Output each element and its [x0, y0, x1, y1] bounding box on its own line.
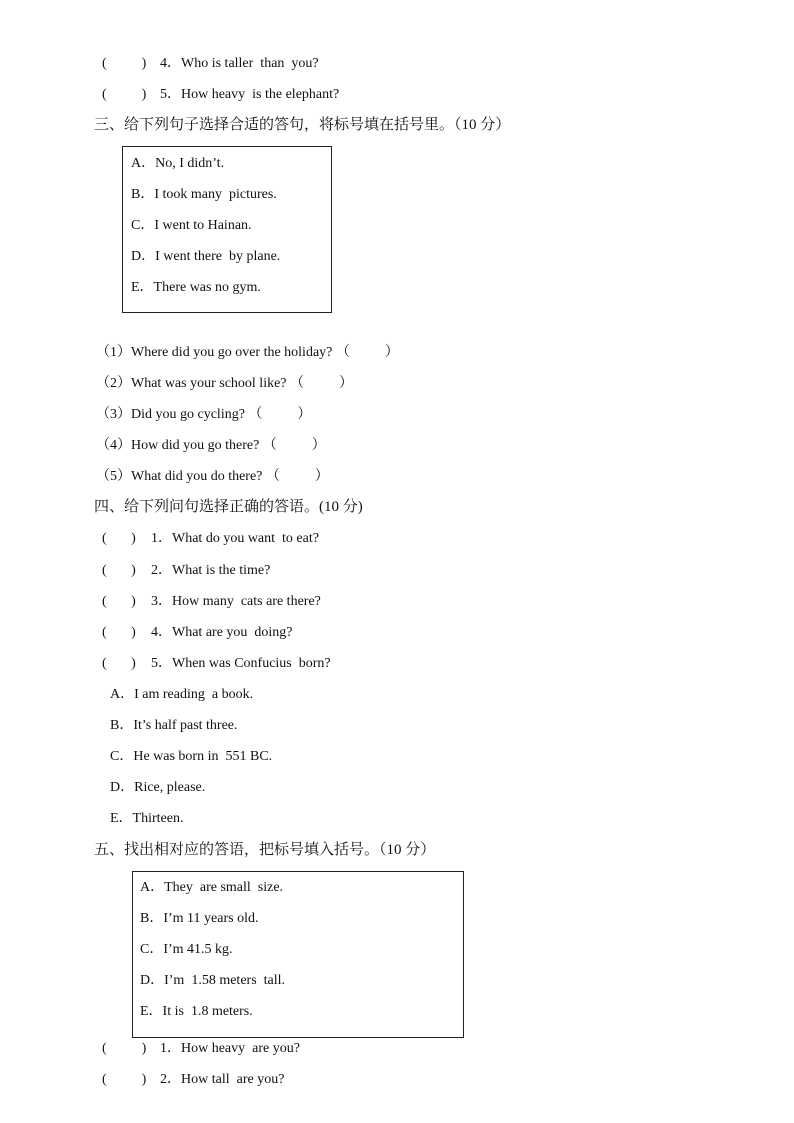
section4-q3-paren[interactable]: ( ) — [102, 594, 136, 609]
section5-option-c: C．I’m 41.5 kg. — [140, 942, 233, 957]
section4-q3-text: 3．How many cats are there? — [151, 594, 321, 609]
section3-question-2[interactable]: （2）What was your school like? （ ） — [96, 376, 354, 391]
section4-q2-paren[interactable]: ( ) — [102, 563, 136, 578]
section5-option-b: B．I’m 11 years old. — [140, 911, 259, 926]
section3-question-3[interactable]: （3）Did you go cycling? （ ） — [96, 407, 312, 422]
section4-option-b: B．It’s half past three. — [110, 718, 238, 733]
section4-heading: 四、给下列问句选择正确的答语。(10 分) — [94, 499, 363, 515]
section5-q2-paren[interactable]: ( ) — [102, 1072, 147, 1087]
section5-heading: 五、找出相对应的答语，把标号填入括号。（10 分） — [94, 842, 436, 858]
section5-q1-text: 1．How heavy are you? — [160, 1041, 300, 1056]
section3-option-b: B．I took many pictures. — [131, 187, 277, 202]
section3-question-5[interactable]: （5）What did you do there? （ ） — [96, 469, 329, 484]
q2-4-paren[interactable]: ( ) — [102, 56, 147, 71]
section4-option-d: D．Rice, please. — [110, 780, 206, 795]
section4-q5-paren[interactable]: ( ) — [102, 656, 136, 671]
section4-option-e: E．Thirteen. — [110, 811, 184, 826]
q2-5-paren[interactable]: ( ) — [102, 87, 147, 102]
q2-5-text: 5．How heavy is the elephant? — [160, 87, 340, 102]
section3-option-d: D．I went there by plane. — [131, 249, 281, 264]
section5-q2-text: 2．How tall are you? — [160, 1072, 285, 1087]
section5-option-a: A．They are small size. — [140, 880, 284, 895]
section4-q4-paren[interactable]: ( ) — [102, 625, 136, 640]
section3-option-c: C．I went to Hainan. — [131, 218, 252, 233]
section4-q1-text: 1．What do you want to eat? — [151, 531, 319, 546]
q2-4-text: 4．Who is taller than you? — [160, 56, 319, 71]
section4-q5-text: 5．When was Confucius born? — [151, 656, 331, 671]
section3-question-4[interactable]: （4）How did you go there? （ ） — [96, 438, 326, 453]
section3-option-a: A．No, I didn’t. — [131, 156, 225, 171]
section3-heading: 三、给下列句子选择合适的答句，将标号填在括号里。（10 分） — [94, 117, 511, 133]
section4-option-c: C．He was born in 551 BC. — [110, 749, 273, 764]
section4-q4-text: 4．What are you doing? — [151, 625, 293, 640]
section5-option-e: E．It is 1.8 meters. — [140, 1004, 253, 1019]
section4-option-a: A．I am reading a book. — [110, 687, 254, 702]
section3-question-1[interactable]: （1）Where did you go over the holiday? （ ） — [96, 345, 399, 360]
section5-option-d: D．I’m 1.58 meters tall. — [140, 973, 286, 988]
section4-q1-paren[interactable]: ( ) — [102, 531, 136, 546]
section5-q1-paren[interactable]: ( ) — [102, 1041, 147, 1056]
section4-q2-text: 2．What is the time? — [151, 563, 271, 578]
section3-option-e: E．There was no gym. — [131, 280, 261, 295]
